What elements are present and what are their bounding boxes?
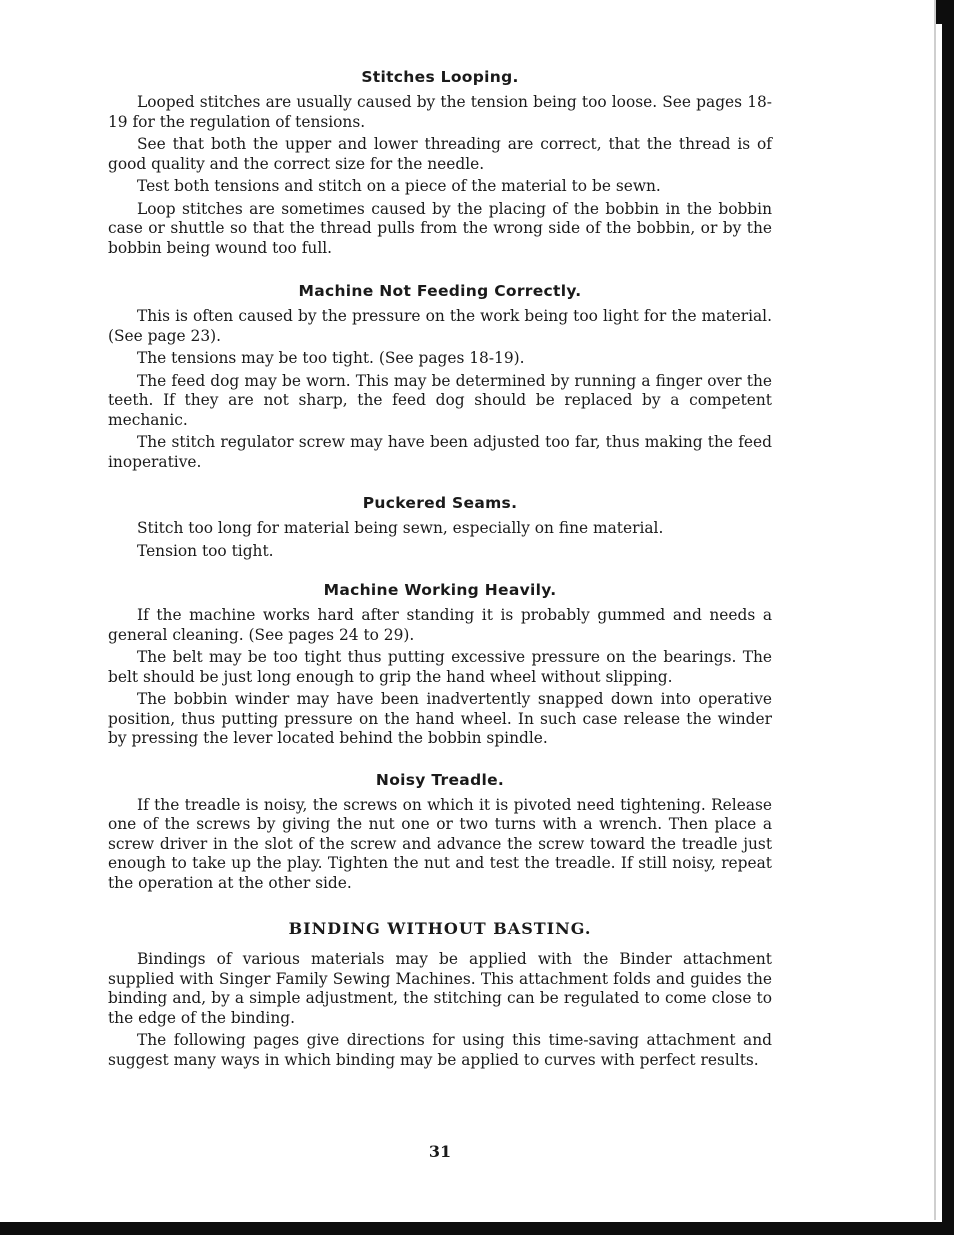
paragraph: Tension too tight.	[137, 541, 274, 560]
section-heading: Puckered Seams.	[362, 494, 518, 512]
page-content	[108, 68, 772, 1090]
paragraph: This is often caused by the pressure on the work being too light for the material. (See page 23).	[108, 307, 772, 345]
section-heading: Noisy Treadle.	[375, 770, 505, 789]
paragraph: Bindings of various materials may be applied with the Binder attachment supplied with Singer Family Sewing Machines. This attachment folds and guides the binding and, by a simple adjustment, the stitching can be regulated to come close to the edge of the binding.	[108, 950, 772, 1027]
paragraph: The bobbin winder may have been inadvertently snapped down into operative position, thus putting pressure on the hand wheel. In such case release the winder by pressing the lever located behind the bobbin spindle.	[108, 690, 772, 747]
section-stitches-looping	[108, 68, 772, 258]
paragraph: Stitch too long for material being sewn, especially on fine material.	[137, 519, 664, 537]
section-heading: BINDING WITHOUT BASTING.	[288, 919, 592, 938]
section-heading: Stitches Looping.	[361, 68, 519, 86]
section-noisy-treadle	[108, 771, 772, 894]
paragraph: Loop stitches are sometimes caused by the placing of the bobbin in the bobbin case or shuttle so that the thread pulls from the wrong side of the bobbin, or by the bobbin being wound too full.	[108, 199, 772, 257]
scan-top-mark	[936, 0, 942, 24]
paragraph: If the treadle is noisy, the screws on which it is pivoted need tightening. Release one of the screws by giving the nut one or two turns with a wrench. Then place a screw driver in the slot of the screw and advance the screw toward the treadle just enough to take up the play. Tighten the nut and test the treadle. If still noisy, repeat the operation at the other side.	[108, 795, 772, 892]
section-puckered-seams	[108, 494, 772, 561]
scan-edge-shadow	[934, 0, 936, 1220]
paragraph: See that both the upper and lower threading are correct, that the thread is of good quality and the correct size for the needle.	[108, 135, 772, 173]
paragraph: Test both tensions and stitch on a piece of the material to be sewn.	[137, 177, 661, 195]
section-machine-working-heavily	[108, 581, 772, 749]
section-heading: Machine Not Feeding Correctly.	[298, 282, 582, 300]
paragraph: The feed dog may be worn. This may be determined by running a finger over the teeth. If they are not sharp, the feed dog should be replaced by a competent mechanic.	[108, 371, 772, 429]
scan-edge-bottom	[0, 1222, 954, 1235]
paragraph: The tensions may be too tight. (See pages 18-19).	[137, 349, 525, 367]
section-binding-without-basting	[108, 919, 772, 1070]
paragraph: If the machine works hard after standing it is probably gummed and needs a general cleaning. (See pages 24 to 29).	[108, 606, 772, 644]
paragraph: Looped stitches are usually caused by the tension being too loose. See pages 18-19 for the regulation of tensions.	[108, 93, 772, 131]
scan-edge-right	[942, 0, 954, 1235]
page-number: 31	[428, 1142, 452, 1161]
section-heading: Machine Working Heavily.	[323, 581, 557, 599]
paragraph: The belt may be too tight thus putting excessive pressure on the bearings. The belt should be just long enough to grip the hand wheel without slipping.	[108, 648, 772, 686]
paragraph: The following pages give directions for using this time-saving attachment and suggest many ways in which binding may be applied to curves with perfect results.	[108, 1031, 772, 1069]
paragraph: The stitch regulator screw may have been adjusted too far, thus making the feed inoperative.	[108, 433, 772, 471]
section-machine-not-feeding	[108, 282, 772, 472]
